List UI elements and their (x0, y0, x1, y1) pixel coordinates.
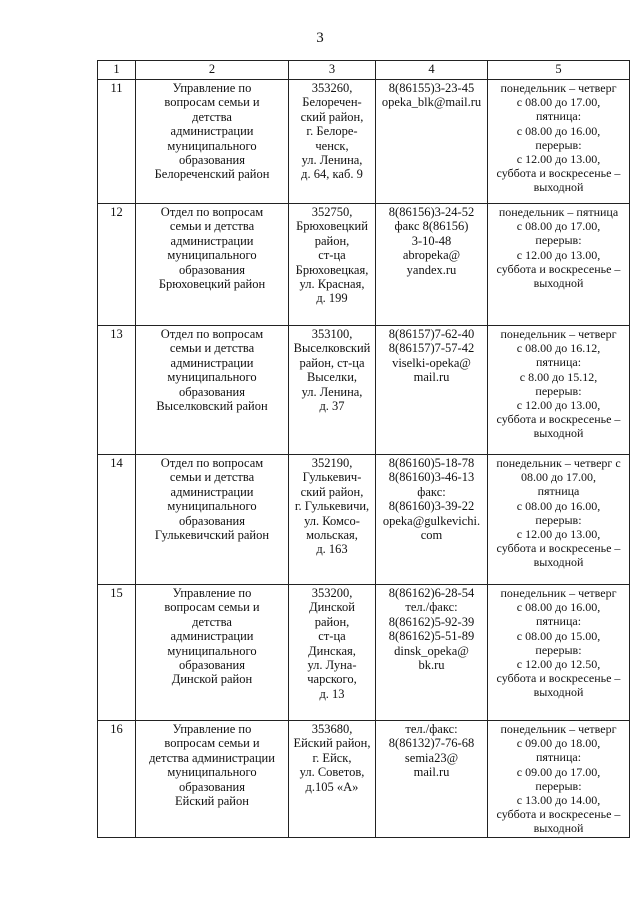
row-number: 11 (98, 80, 136, 204)
organizations-table (97, 60, 630, 838)
column-header-3: 3 (289, 61, 376, 80)
table-row (98, 326, 630, 455)
row-number: 12 (98, 204, 136, 326)
organization-name: Управление по вопросам семьи и детства администрации муниципального образования Белореченский район (136, 80, 289, 204)
contacts: 8(86162)6-28-54 тел./факс: 8(86162)5-92-39 8(86162)5-51-89 dinsk_opeka@ bk.ru (376, 585, 488, 721)
organization-name: Отдел по вопросам семьи и детства администрации муниципального образования Гулькевичский район (136, 455, 289, 585)
contacts: 8(86155)3-23-45 opeka_blk@mail.ru (376, 80, 488, 204)
working-hours: понедельник – четверг с 09.00 до 18.00, пятница: с 09.00 до 17.00, перерыв: с 13.00 до 14.00, суббота и воскресенье – выходной (488, 721, 630, 838)
table-row (98, 204, 630, 326)
working-hours: понедельник – четверг с 08.00 до 17.00, пятница с 08.00 до 16.00, перерыв: с 12.00 до 13.00, суббота и воскресенье – выходной (488, 455, 630, 585)
contacts: тел./факс: 8(86132)7-76-68 semia23@ mail.ru (376, 721, 488, 838)
address: 353200, Динской район, ст-ца Динская, ул. Луна- чарского, д. 13 (289, 585, 376, 721)
address: 352190, Гулькевич- ский район, г. Гулькевичи, ул. Комсо- мольская, д. 163 (289, 455, 376, 585)
organization-name: Отдел по вопросам семьи и детства администрации муниципального образования Брюховецкий район (136, 204, 289, 326)
column-header-5: 5 (488, 61, 630, 80)
address: 353260, Белоречен- ский район, г. Белоре- ченск, ул. Ленина, д. 64, каб. 9 (289, 80, 376, 204)
row-number: 16 (98, 721, 136, 838)
organization-name: Управление по вопросам семьи и детства администрации муниципального образования Динской район (136, 585, 289, 721)
table-row (98, 455, 630, 585)
organization-name: Отдел по вопросам семьи и детства администрации муниципального образования Выселковский район (136, 326, 289, 455)
page-number: 3 (316, 30, 324, 46)
table-row (98, 721, 630, 838)
working-hours: понедельник – четверг с 08.00 до 16.12, пятница: с 8.00 до 15.12, перерыв: с 12.00 до 13.00, суббота и воскресенье – выходной (488, 326, 630, 455)
table-row (98, 585, 630, 721)
row-number: 13 (98, 326, 136, 455)
column-header-1: 1 (98, 61, 136, 80)
table-row (98, 80, 630, 204)
working-hours: понедельник – пятница с 08.00 до 17.00, перерыв: с 12.00 до 13.00, суббота и воскресенье – выходной (488, 204, 630, 326)
address: 353680, Ейский район, г. Ейск, ул. Советов, д.105 «А» (289, 721, 376, 838)
table-header-row (98, 61, 630, 80)
working-hours: понедельник – четверг с 08.00 до 16.00, пятница: с 08.00 до 15.00, перерыв: с 12.00 до 12.50, суббота и воскресенье – выходной (488, 585, 630, 721)
row-number: 14 (98, 455, 136, 585)
organization-name: Управление по вопросам семьи и детства администрации муниципального образования Ейский район (136, 721, 289, 838)
column-header-4: 4 (376, 61, 488, 80)
address: 353100, Выселковский район, ст-ца Выселки, ул. Ленина, д. 37 (289, 326, 376, 455)
row-number: 15 (98, 585, 136, 721)
working-hours: понедельник – четверг с 08.00 до 17.00, пятница: с 08.00 до 16.00, перерыв: с 12.00 до 13.00, суббота и воскресенье – выходной (488, 80, 630, 204)
contacts: 8(86157)7-62-40 8(86157)7-57-42 viselki-opeka@ mail.ru (376, 326, 488, 455)
contacts: 8(86156)3-24-52 факс 8(86156) 3-10-48 abropeka@ yandex.ru (376, 204, 488, 326)
column-header-2: 2 (136, 61, 289, 80)
address: 352750, Брюховецкий район, ст-ца Брюховецкая, ул. Красная, д. 199 (289, 204, 376, 326)
contacts: 8(86160)5-18-78 8(86160)3-46-13 факс: 8(86160)3-39-22 opeka@gulkevichi. com (376, 455, 488, 585)
